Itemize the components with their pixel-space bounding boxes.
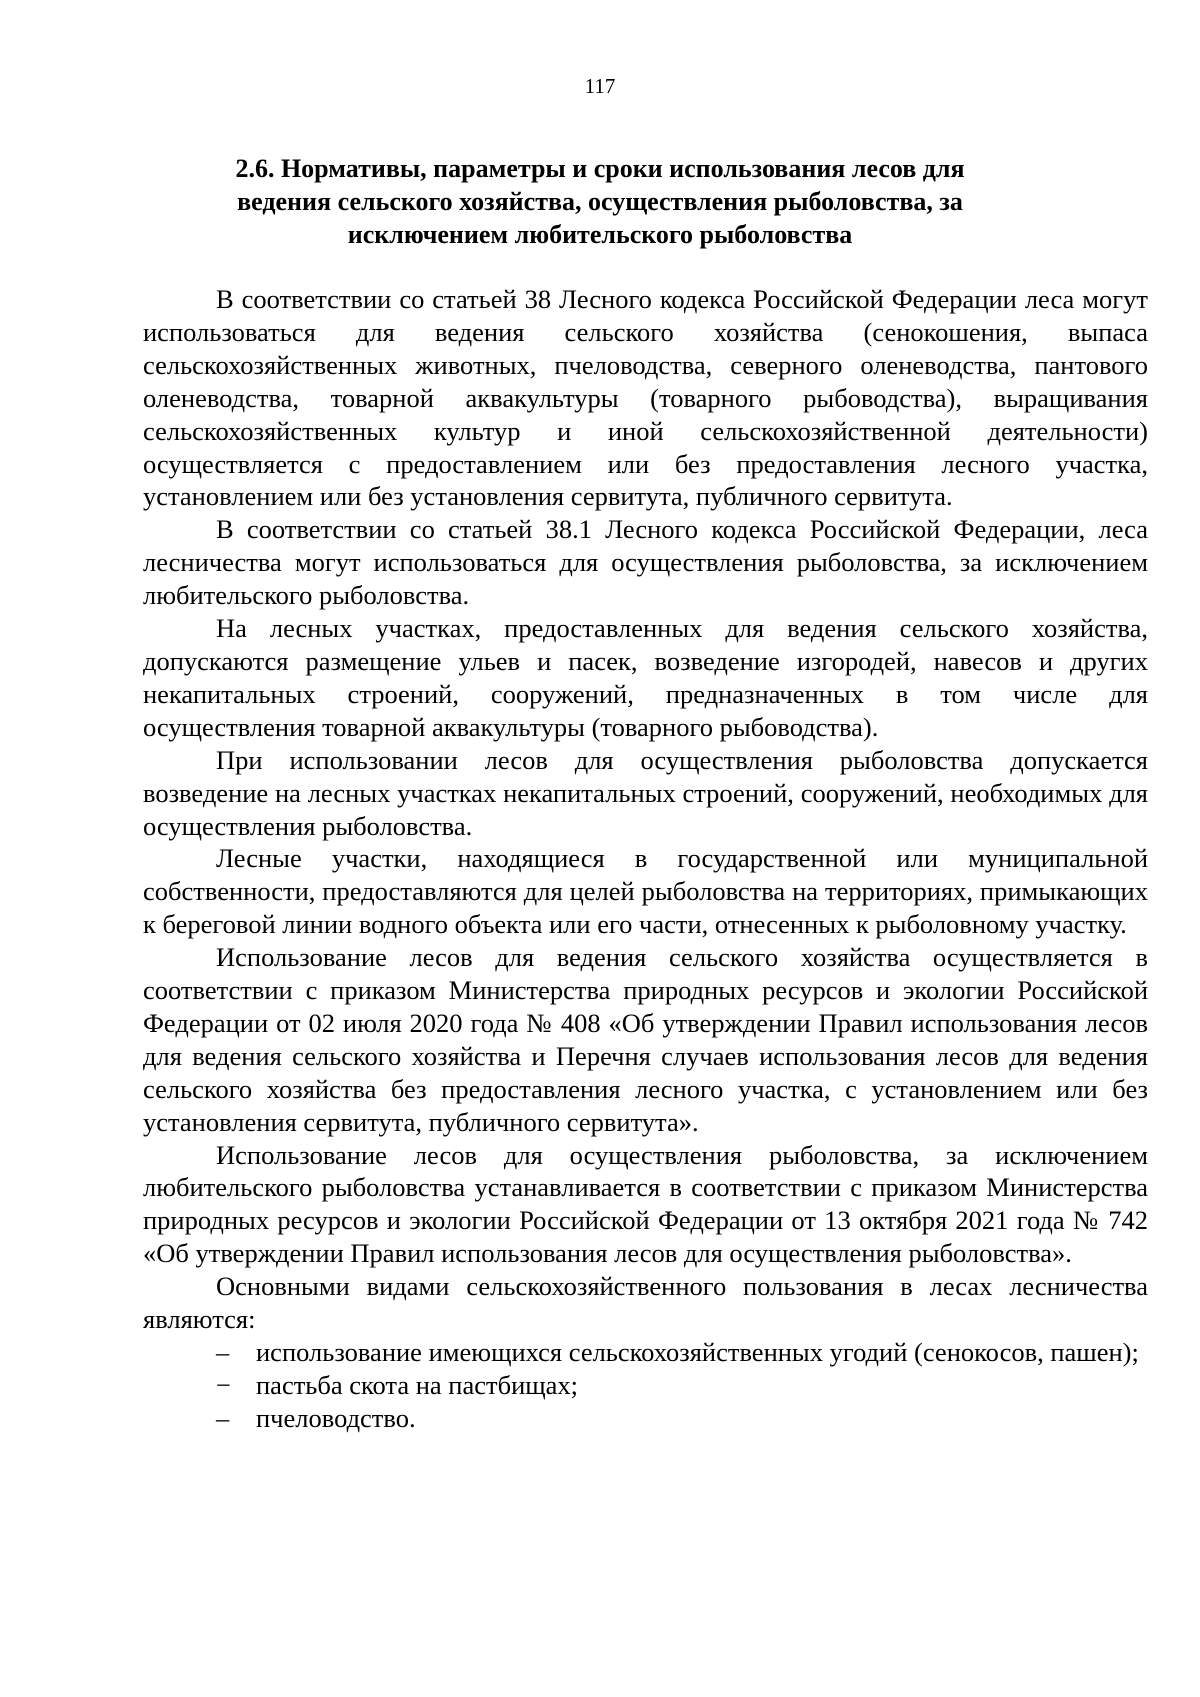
body-text	[143, 283, 1148, 1435]
list-item	[143, 1336, 1148, 1369]
section-heading: 2.6. Нормативы, параметры и сроки использования лесов для ведения сельского хозяйства, осуществления рыболовства, за исключением любительского рыболовства	[235, 154, 965, 249]
list-item	[143, 1369, 1148, 1402]
list-item-text: использование имеющихся сельскохозяйственных угодий (сенокосов, пашен);	[256, 1337, 1139, 1367]
list-item-text: пастьба скота на пастбищах;	[256, 1369, 579, 1400]
list-dash: –	[216, 1337, 230, 1367]
page-number: 117	[584, 74, 616, 98]
list-dash: –	[216, 1402, 230, 1433]
paragraph-main-types: Основными видами сельскохозяйственного пользования в лесах лесничества являются:	[143, 1271, 1148, 1335]
list-item	[143, 1402, 1148, 1435]
paragraph-agriculture-structures: На лесных участках, предоставленных для ведения сельского хозяйства, допускаются размещение ульев и пасек, возведение изгородей, навесов и других некапитальных строений, сооружений, предназначенных в том числе для осуществления товарной аквакультуры (товарного рыбоводства).	[143, 613, 1148, 742]
paragraph-article-38: В соответствии со статьей 38 Лесного кодекса Российской Федерации леса могут использоваться для ведения сельского хозяйства (сенокошения, выпаса сельскохозяйственных животных, пчеловодства, северного оленеводства, пантового оленеводства, товарной аквакультуры (товарного рыбоводства), выращивания сельскохозяйственных культур и иной сельскохозяйственной деятельности) осуществляется с предоставлением или без предоставления лесного участка, установлением или без установления сервитута, публичного сервитута.	[143, 284, 1148, 512]
agricultural-use-list	[143, 1336, 1148, 1435]
list-dash: −	[216, 1369, 231, 1400]
paragraph-fishing-plots: Лесные участки, находящиеся в государственной или муниципальной собственности, предоставляются для целей рыболовства на территориях, примыкающих к береговой линии водного объекта или его части, отнесенных к рыболовному участку.	[143, 843, 1148, 940]
paragraph-order-408: Использование лесов для ведения сельского хозяйства осуществляется в соответствии с приказом Министерства природных ресурсов и экологии Российской Федерации от 02 июля 2020 года № 408 «Об утверждении Правил использования лесов для ведения сельского хозяйства и Перечня случаев использования лесов для ведения сельского хозяйства без предоставления лесного участка, с установлением или без установления сервитута, публичного сервитута».	[143, 942, 1148, 1137]
paragraph-order-742: Использование лесов для осуществления рыболовства, за исключением любительского рыболовства устанавливается в соответствии с приказом Министерства природных ресурсов и экологии Российской Федерации от 13 октября 2021 года № 742 «Об утверждении Правил использования лесов для осуществления рыболовства».	[143, 1139, 1148, 1269]
paragraph-fishing-structures: При использовании лесов для осуществления рыболовства допускается возведение на лесных участках некапитальных строений, сооружений, необходимых для осуществления рыболовства.	[143, 744, 1148, 841]
paragraph-article-38-1: В соответствии со статьей 38.1 Лесного кодекса Российской Федерации, леса лесничества могут использоваться для осуществления рыболовства, за исключением любительского рыболовства.	[143, 514, 1148, 611]
list-item-text: пчеловодство.	[256, 1402, 416, 1433]
